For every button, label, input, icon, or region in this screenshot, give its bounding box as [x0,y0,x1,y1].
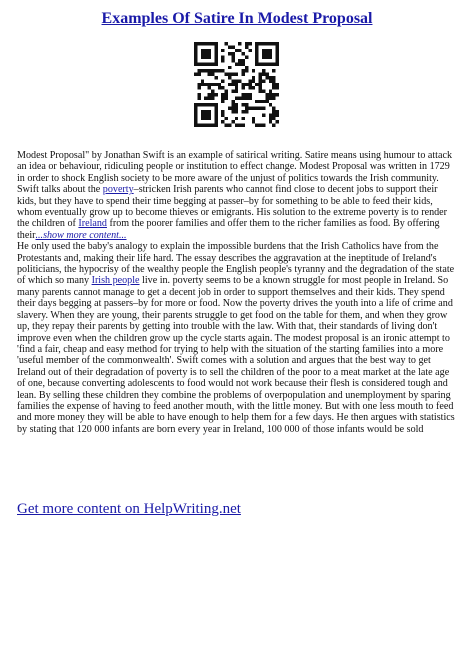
paragraph-2-text-b: live in. poverty seems to be a known struggle for most people in Ireland. So many parents cannot manage to get a decent job in order to support themselves and their kids. They spend their days begging at passers–by for more or food. Now the poverty drives the youth into a life of crime and slavery. When they are young, their parents struggle to get food on the table for them, and when they grow up, they repay their parents by getting into trouble with the law. With that, their standards of living don't improve even when the children grow up the cycle starts again. The modest proposal is an ironic attempt to 'find a fair, cheap and easy method for trying to help with the situation of the starting families into a more 'useful member of the commonwealth'. Swift comes with a solution and argues that the best way to get Ireland out of their degradation of poverty is to sell the children of the poor to a meat market at the late age of one, because converting adolescents to food would not work because their flesh is considered tough and lean. By selling these children they combine the problems of overpopulation and unemployment by sparing families the expense of having to feed another mouth, with the little money. But with one less mouth to feed and more money they will be able to have enough to help them for a few days. He then argues with statistics by stating that 120 000 infants are born every year in Ireland, 100 000 of those infants would be sold [17,275,455,435]
qr-code [194,42,279,127]
link-ireland[interactable]: Ireland [78,218,107,230]
paragraph-2 [17,241,457,435]
essay-body [17,150,457,435]
link-poverty[interactable]: poverty [102,184,134,196]
paragraph-1-text-a: Modest Proposal" by Jonathan Swift is an example of satirical writing. Satire means using humour to attack an idea or behaviour, ridiculing people or institution to effect change. Modest Proposal was written in 1729 in order to shock English society to be more aware of the unjust of politics towards the Irish community. Swift talks about the [17,150,452,196]
show-more-link[interactable]: ...show more content... [35,229,127,241]
paragraph-1-text-b: –stricken Irish parents who cannot find close to decent jobs to support their kids, but they have to spend their time begging at passer–by for something to be able to feed their kids, whom eventually grow up to become thieves or emigrants. His solution to the extreme poverty is to render the children of [17,184,448,230]
paragraph-1-text-c: from the poorer families and offer them to the richer families as food. By offering their [17,218,440,241]
link-irish-people[interactable]: Irish people [91,275,140,287]
paragraph-1 [17,150,457,241]
page-title[interactable]: Examples Of Satire In Modest Proposal [101,10,373,27]
get-more-content-link[interactable]: Get more content on HelpWriting.net [17,501,241,517]
paragraph-2-text-a: He only used the baby's analogy to explain the impossible burdens that the Irish Catholics have from the Protestants and, making their life hard. The essay describes the aggravation at the ineptitude of Ireland's politicians, the hypocrisy of the wealthy people the English people's tyranny and the degradation of the state of which so many [17,241,455,287]
